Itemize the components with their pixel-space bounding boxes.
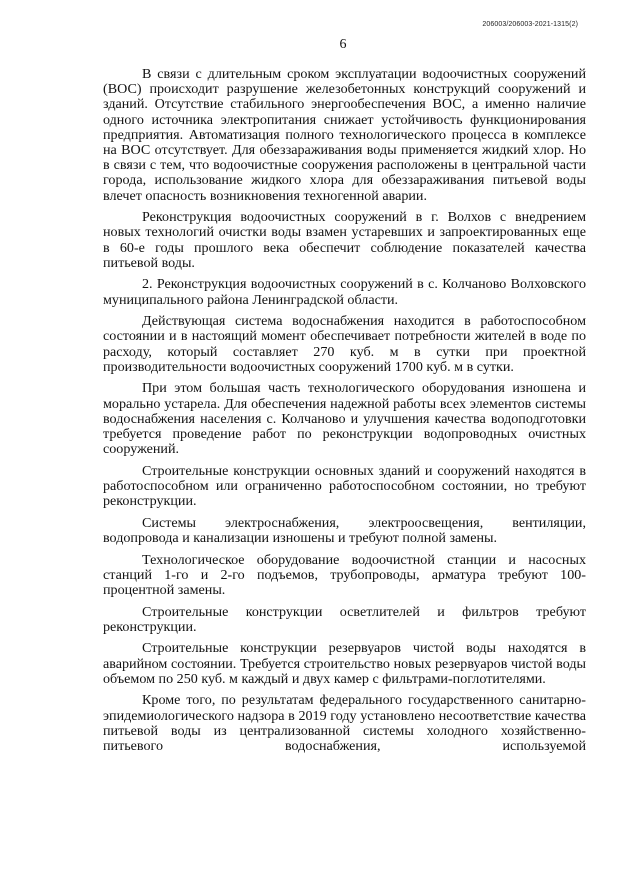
- paragraph: Действующая система водоснабжения находится в работоспособном состоянии и в настоящий момент обеспечивает потребности жителей в воде по расходу, который составляет 270 куб. м в сутки при проектной производительности водоочистных сооружений 1700 куб. м в сутки.: [103, 313, 586, 375]
- paragraph: Технологическое оборудование водоочистной станции и насосных станций 1-го и 2-го подъемов, трубопроводы, арматура требуют 100-процентной замены.: [103, 551, 586, 599]
- paragraph: При этом большая часть технологического оборудования изношена и морально устарела. Для обеспечения надежной работы всех элементов системы водоснабжения населения с. Колчаново и улучшения качества водоподготовки требуется проведение работ по реконструкции водопроводных очистных сооружений.: [103, 380, 586, 458]
- paragraph: Системы электроснабжения, электроосвещения, вентиляции, водопровода и канализации изношены и требуют полной замены.: [103, 514, 586, 547]
- body-text: [103, 67, 586, 754]
- paragraph: Строительные конструкции резервуаров чистой воды находятся в аварийном состоянии. Требуется строительство новых резервуаров чистой воды объемом по 250 куб. м каждый и двух камер с фильтрами-поглотителями.: [103, 640, 586, 687]
- paragraph: 2. Реконструкция водоочистных сооружений в с. Колчаново Волховского муниципального района Ленинградской области.: [103, 276, 586, 308]
- paragraph: Реконструкция водоочистных сооружений в г. Волхов с внедрением новых технологий очистки воды взамен устаревших и запроектированных еще в 60-е годы прошлого века обеспечит соблюдение показателей качества питьевой воды.: [103, 209, 586, 271]
- page-number: 6: [339, 37, 347, 52]
- paragraph: Строительные конструкции осветлителей и фильтров требуют реконструкции.: [103, 603, 586, 635]
- paragraph: Строительные конструкции основных зданий и сооружений находятся в работоспособном или ограниченно работоспособном состоянии, но требуют реконструкции.: [103, 462, 586, 510]
- paragraph: В связи с длительным сроком эксплуатации водоочистных сооружений (ВОС) происходит разрушение железобетонных конструкций сооружений и зданий. Отсутствие стабильного энергообеспечения ВОС, а именно наличие одного источника электропитания снижает устойчивость функционирования предприятия. Автоматизация полного технологического процесса в комплексе на ВОС отсутствует. Для обеззараживания воды применяется жидкий хлор. Но в связи с тем, что водоочистные сооружения расположены в центральной части города, использование жидкого хлора для обеззараживания питьевой воды влечет опасность возникновения техногенной аварии.: [103, 66, 586, 204]
- paragraph: Кроме того, по результатам федерального государственного санитарно-эпидемиологического надзора в 2019 году установлено несоответствие качества питьевой воды из централизованной системы холодного хозяйственно-питьевого водоснабжения, используемой: [103, 692, 586, 755]
- document-id: 206003/206003-2021-1315(2): [482, 21, 578, 28]
